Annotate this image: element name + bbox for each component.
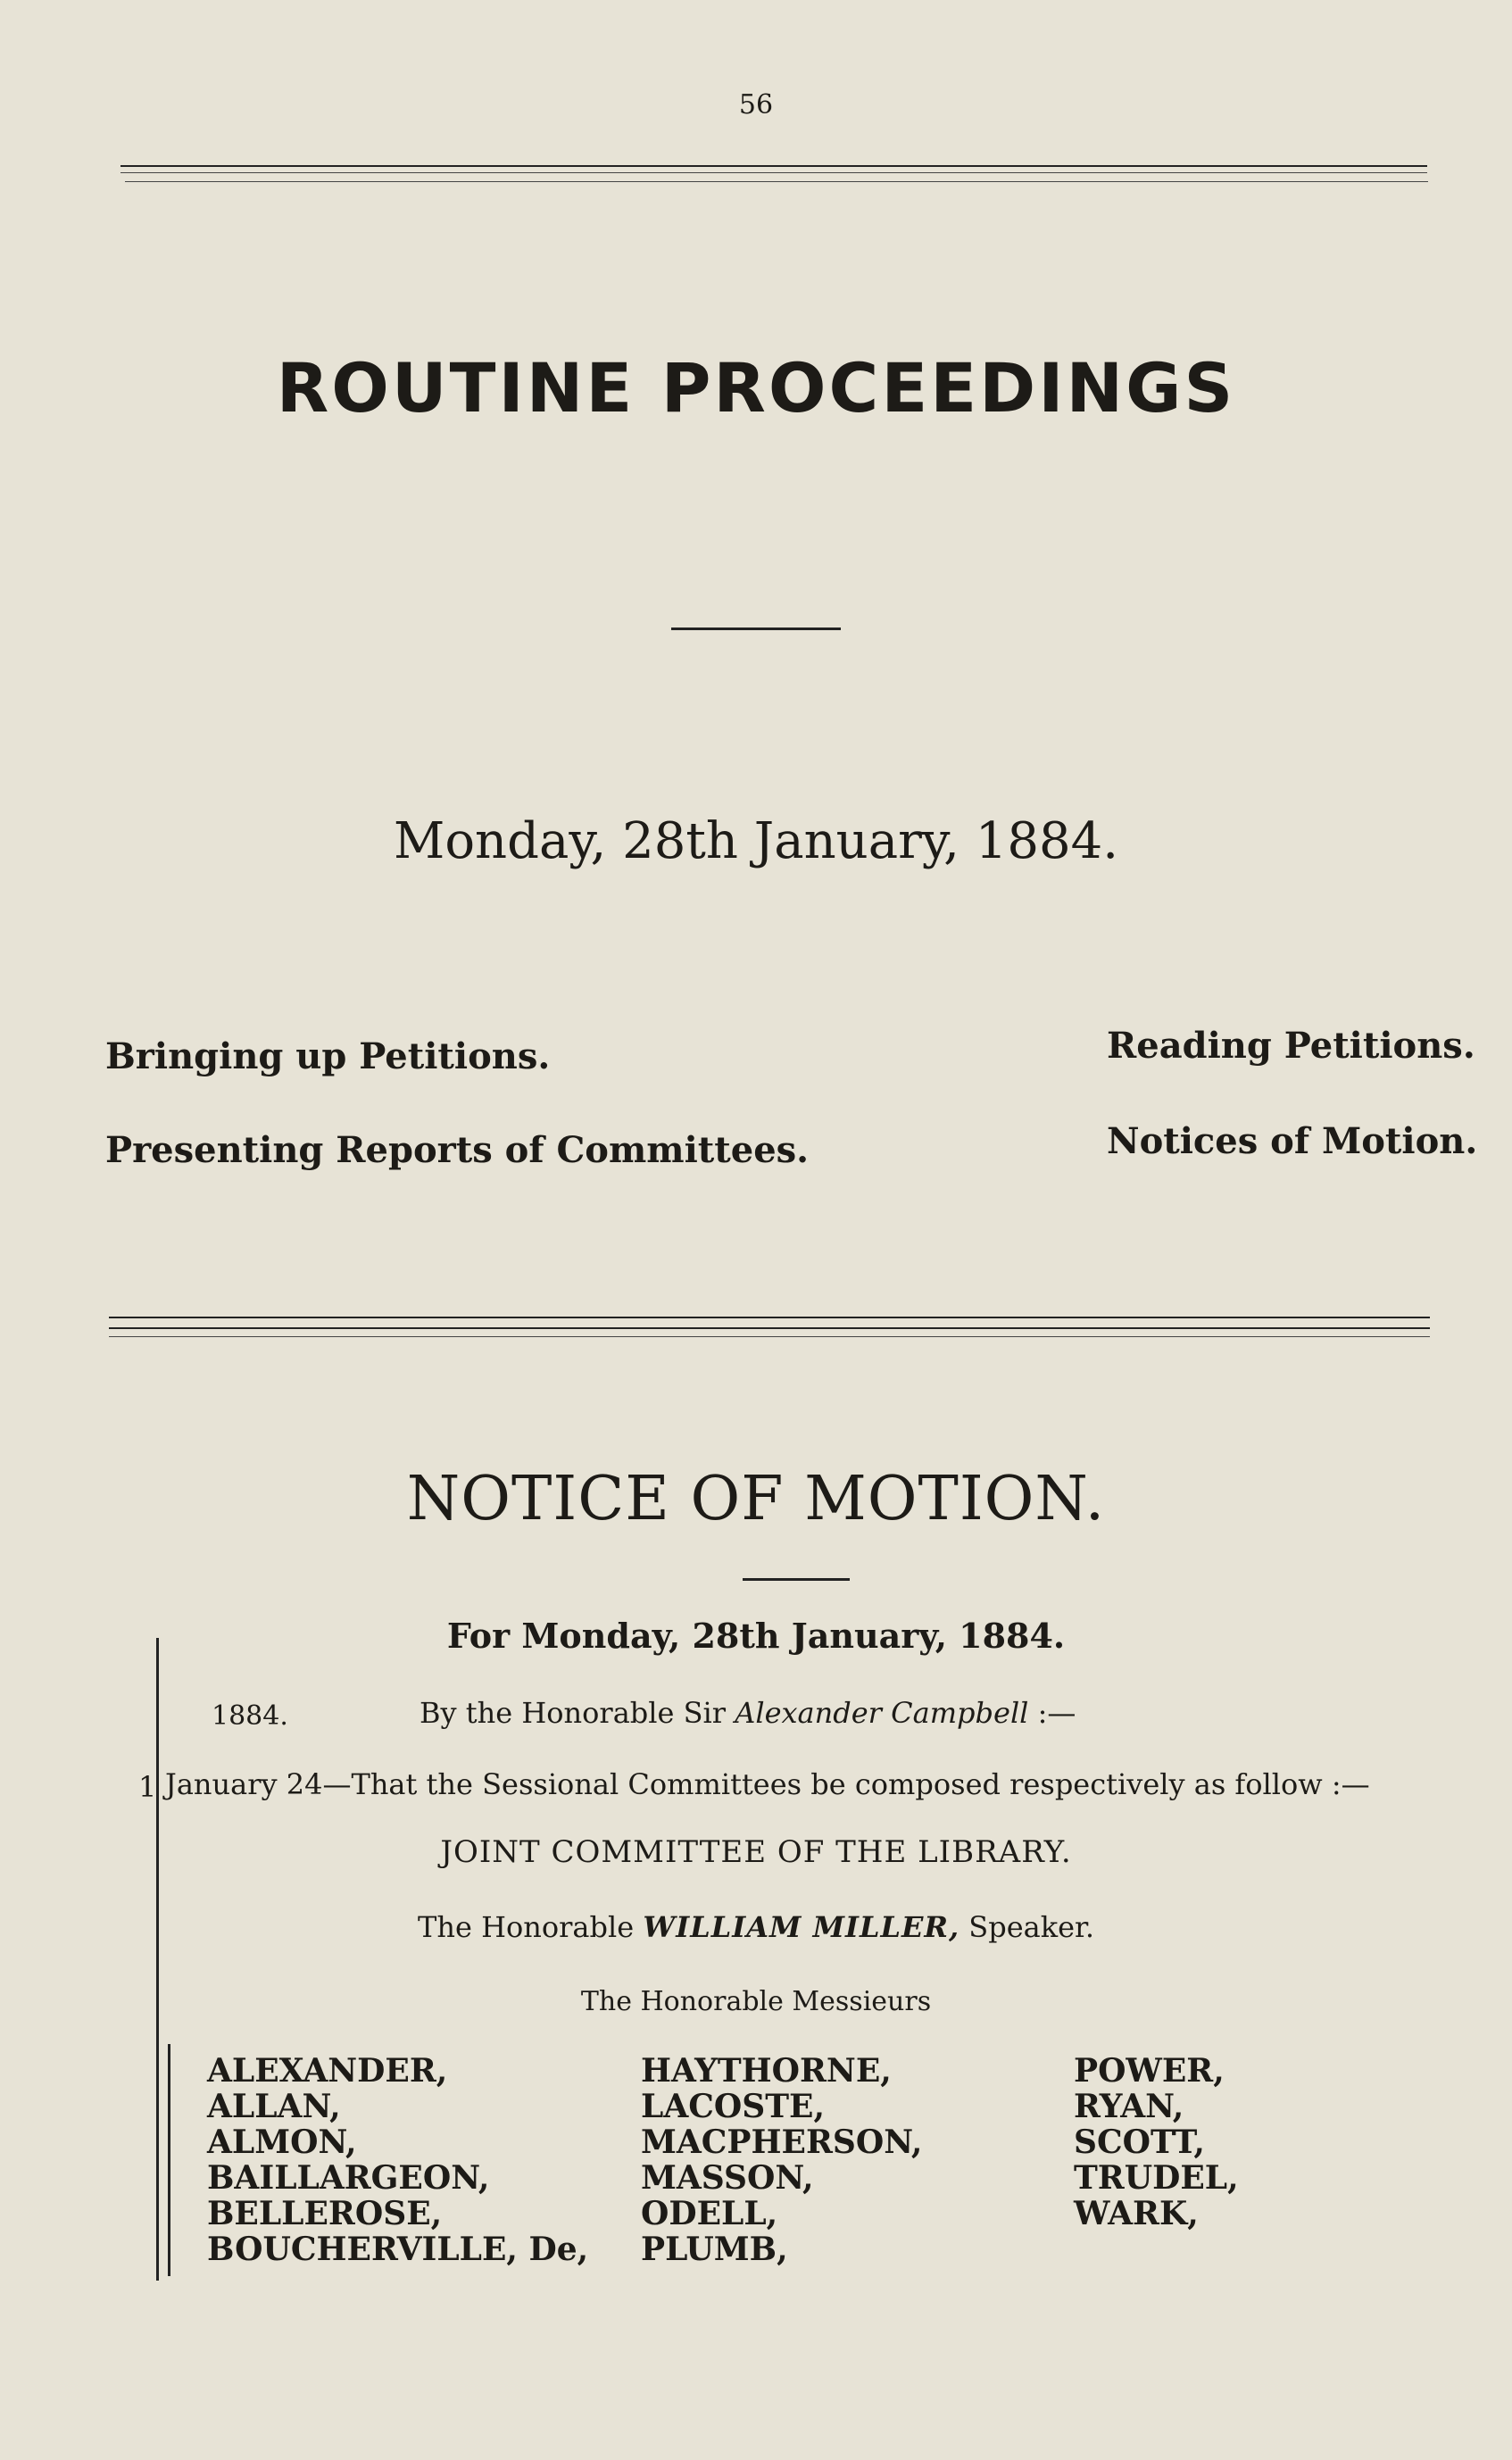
member-name: PLUMB, [641, 2231, 788, 2268]
margin-bracket [156, 1638, 159, 2281]
member-name: MACPHERSON, [641, 2123, 923, 2161]
member-name: POWER, [1074, 2052, 1225, 2090]
notice-of-motion-heading: NOTICE OF MOTION. [406, 1464, 1106, 1534]
routine-date: Monday, 28th January, 1884. [393, 812, 1119, 870]
member-name: WARK, [1074, 2195, 1199, 2232]
committee-title: JOINT COMMITTEE OF THE LIBRARY. [440, 1834, 1072, 1870]
member-name: LACOSTE, [641, 2088, 826, 2125]
order-presenting-reports: Presenting Reports of Committees. [105, 1129, 810, 1171]
notice-by-line [420, 1696, 1076, 1730]
member-name: BELLEROSE, [207, 2195, 443, 2232]
heading-divider [671, 627, 841, 630]
by-prefix: By the Honorable Sir [420, 1696, 735, 1730]
messieurs-heading: The Honorable Messieurs [580, 1986, 932, 2017]
order-reading-petitions: Reading Petitions. [1107, 1025, 1475, 1067]
section-rule-tertiary [109, 1336, 1430, 1337]
top-rule-secondary [120, 172, 1427, 173]
member-name: BOUCHERVILLE, De, [207, 2231, 589, 2268]
order-notices-of-motion: Notices of Motion. [1107, 1120, 1478, 1162]
member-name: TRUDEL, [1074, 2159, 1239, 2197]
notice-divider [743, 1578, 850, 1581]
members-column-3 [1074, 2053, 1239, 2231]
margin-bracket-inner [168, 2044, 170, 2276]
by-suffix: :— [1028, 1696, 1076, 1730]
notice-for-date: For Monday, 28th January, 1884. [446, 1616, 1066, 1656]
notice-year: 1884. [212, 1700, 288, 1732]
member-name: MASSON, [641, 2159, 814, 2197]
member-name: ODELL, [641, 2195, 778, 2232]
member-name: SCOTT, [1074, 2123, 1205, 2161]
member-name: ALEXANDER, [207, 2052, 448, 2090]
top-rule [120, 165, 1427, 167]
top-rule-tertiary [125, 181, 1428, 182]
member-name: HAYTHORNE, [641, 2052, 892, 2090]
motion-number: 1 [138, 1770, 157, 1804]
member-name: BAILLARGEON, [207, 2159, 490, 2197]
members-column-1 [207, 2053, 588, 2267]
section-rule [109, 1317, 1430, 1318]
members-column-2 [641, 2053, 922, 2267]
member-name: RYAN, [1074, 2088, 1184, 2125]
routine-proceedings-heading: ROUTINE PROCEEDINGS [276, 348, 1236, 428]
order-bringing-up-petitions: Bringing up Petitions. [105, 1035, 551, 1077]
speaker-name: WILLIAM MILLER, [643, 1910, 960, 1944]
member-name: ALMON, [207, 2123, 357, 2161]
motion-text: January 24—That the Sessional Committees be composed respectively as follow :— [165, 1767, 1370, 1801]
member-name: ALLAN, [207, 2088, 341, 2125]
section-rule-secondary [109, 1327, 1430, 1329]
by-name: Alexander Campbell [735, 1696, 1029, 1730]
speaker-line [0, 1910, 1512, 1944]
speaker-prefix: The Honorable [418, 1910, 644, 1944]
page-number: 56 [738, 89, 774, 121]
speaker-suffix: Speaker. [960, 1910, 1094, 1944]
